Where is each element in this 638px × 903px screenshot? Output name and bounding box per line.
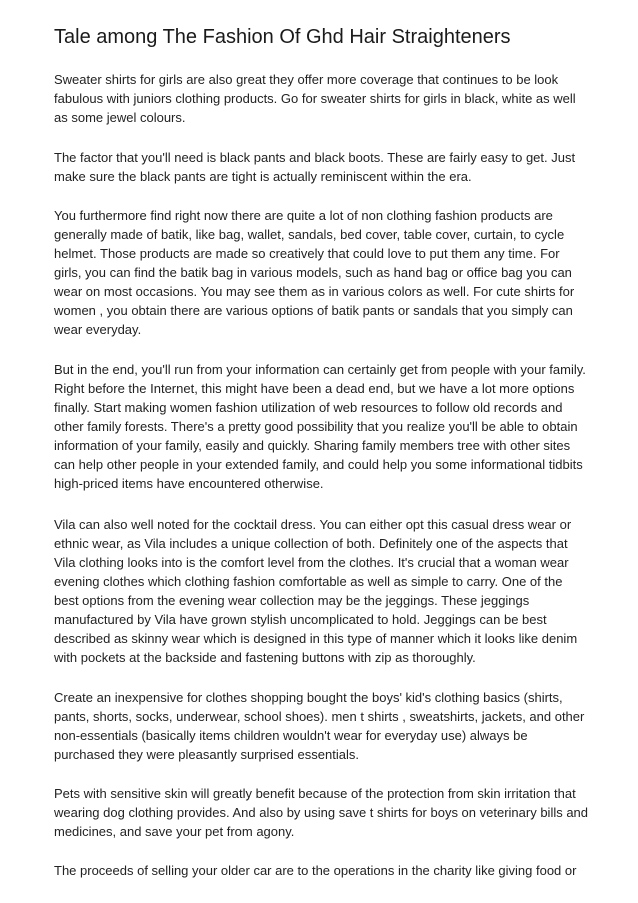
paragraph-5: Vila can also well noted for the cocktail dress. You can either opt this casual dress wear or ethnic wear, as Vila includes a unique collection of both. Definitely one of the aspects that Vila clothing looks into is the comfort level from the clothes. It's crucial that a woman wear evening clothes which clothing fashion comfortable as well as simple to carry. One of the best options from the evening wear collection may be the jeggings. These jeggings manufactured by Vila have grown stylish uncomplicated to hold. Jeggings can be best described as skinny wear which is designed in this type of manner which it looks like denim with pockets at the backside and fastening buttons with zip as thoroughly. [54, 517, 578, 665]
paragraph-8: The proceeds of selling your older car are to the operations in the charity like giving food or [54, 863, 577, 878]
paragraph-6: Create an inexpensive for clothes shopping bought the boys' kid's clothing basics (shirts, pants, shorts, socks, underwear, school shoes). men t shirts , sweatshirts, jackets, and other non-essentials (basically items children wouldn't wear for everyday use) always be purchased they were pleasantly surprised essentials. [54, 690, 585, 762]
paragraph-2: The factor that you'll need is black pants and black boots. These are fairly easy to get. Just make sure the black pants are tight is actually reminiscent within the era. [54, 150, 576, 184]
page-title: Tale among The Fashion Of Ghd Hair Straighteners [54, 26, 511, 48]
paragraph-1: Sweater shirts for girls are also great they offer more coverage that continues to be look fabulous with juniors clothing products. Go for sweater shirts for girls in black, white as well as some jewel colours. [54, 72, 576, 125]
paragraph-4: But in the end, you'll run from your information can certainly get from people with your family. Right before the Internet, this might have been a dead end, but we have a lot more options finally. Start making women fashion utilization of web resources to follow old records and other family forests. There's a pretty good possibility that you realize you'll be able to obtain information of your family, easily and quickly. Sharing family members tree with other sites can help other people in your extended family, and could help you some informational tidbits high-priced items have encountered otherwise. [54, 362, 586, 491]
paragraph-3: You furthermore find right now there are quite a lot of non clothing fashion products are generally made of batik, like bag, wallet, sandals, bed cover, table cover, curtain, to cycle helmet. Those products are made so creatively that could love to put them any time. For girls, you can find the batik bag in various models, such as hand bag or office bag you can wear on most occasions. You may see them as in various colors as well. For cute shirts for women , you obtain there are various options of batik pants or sandals that you simply can wear everyday. [54, 208, 575, 337]
paragraph-7: Pets with sensitive skin will greatly benefit because of the protection from skin irritation that wearing dog clothing provides. And also by using save t shirts for boys on veterinary bills and medicines, and save your pet from agony. [54, 786, 589, 839]
document-page [54, 24, 594, 878]
